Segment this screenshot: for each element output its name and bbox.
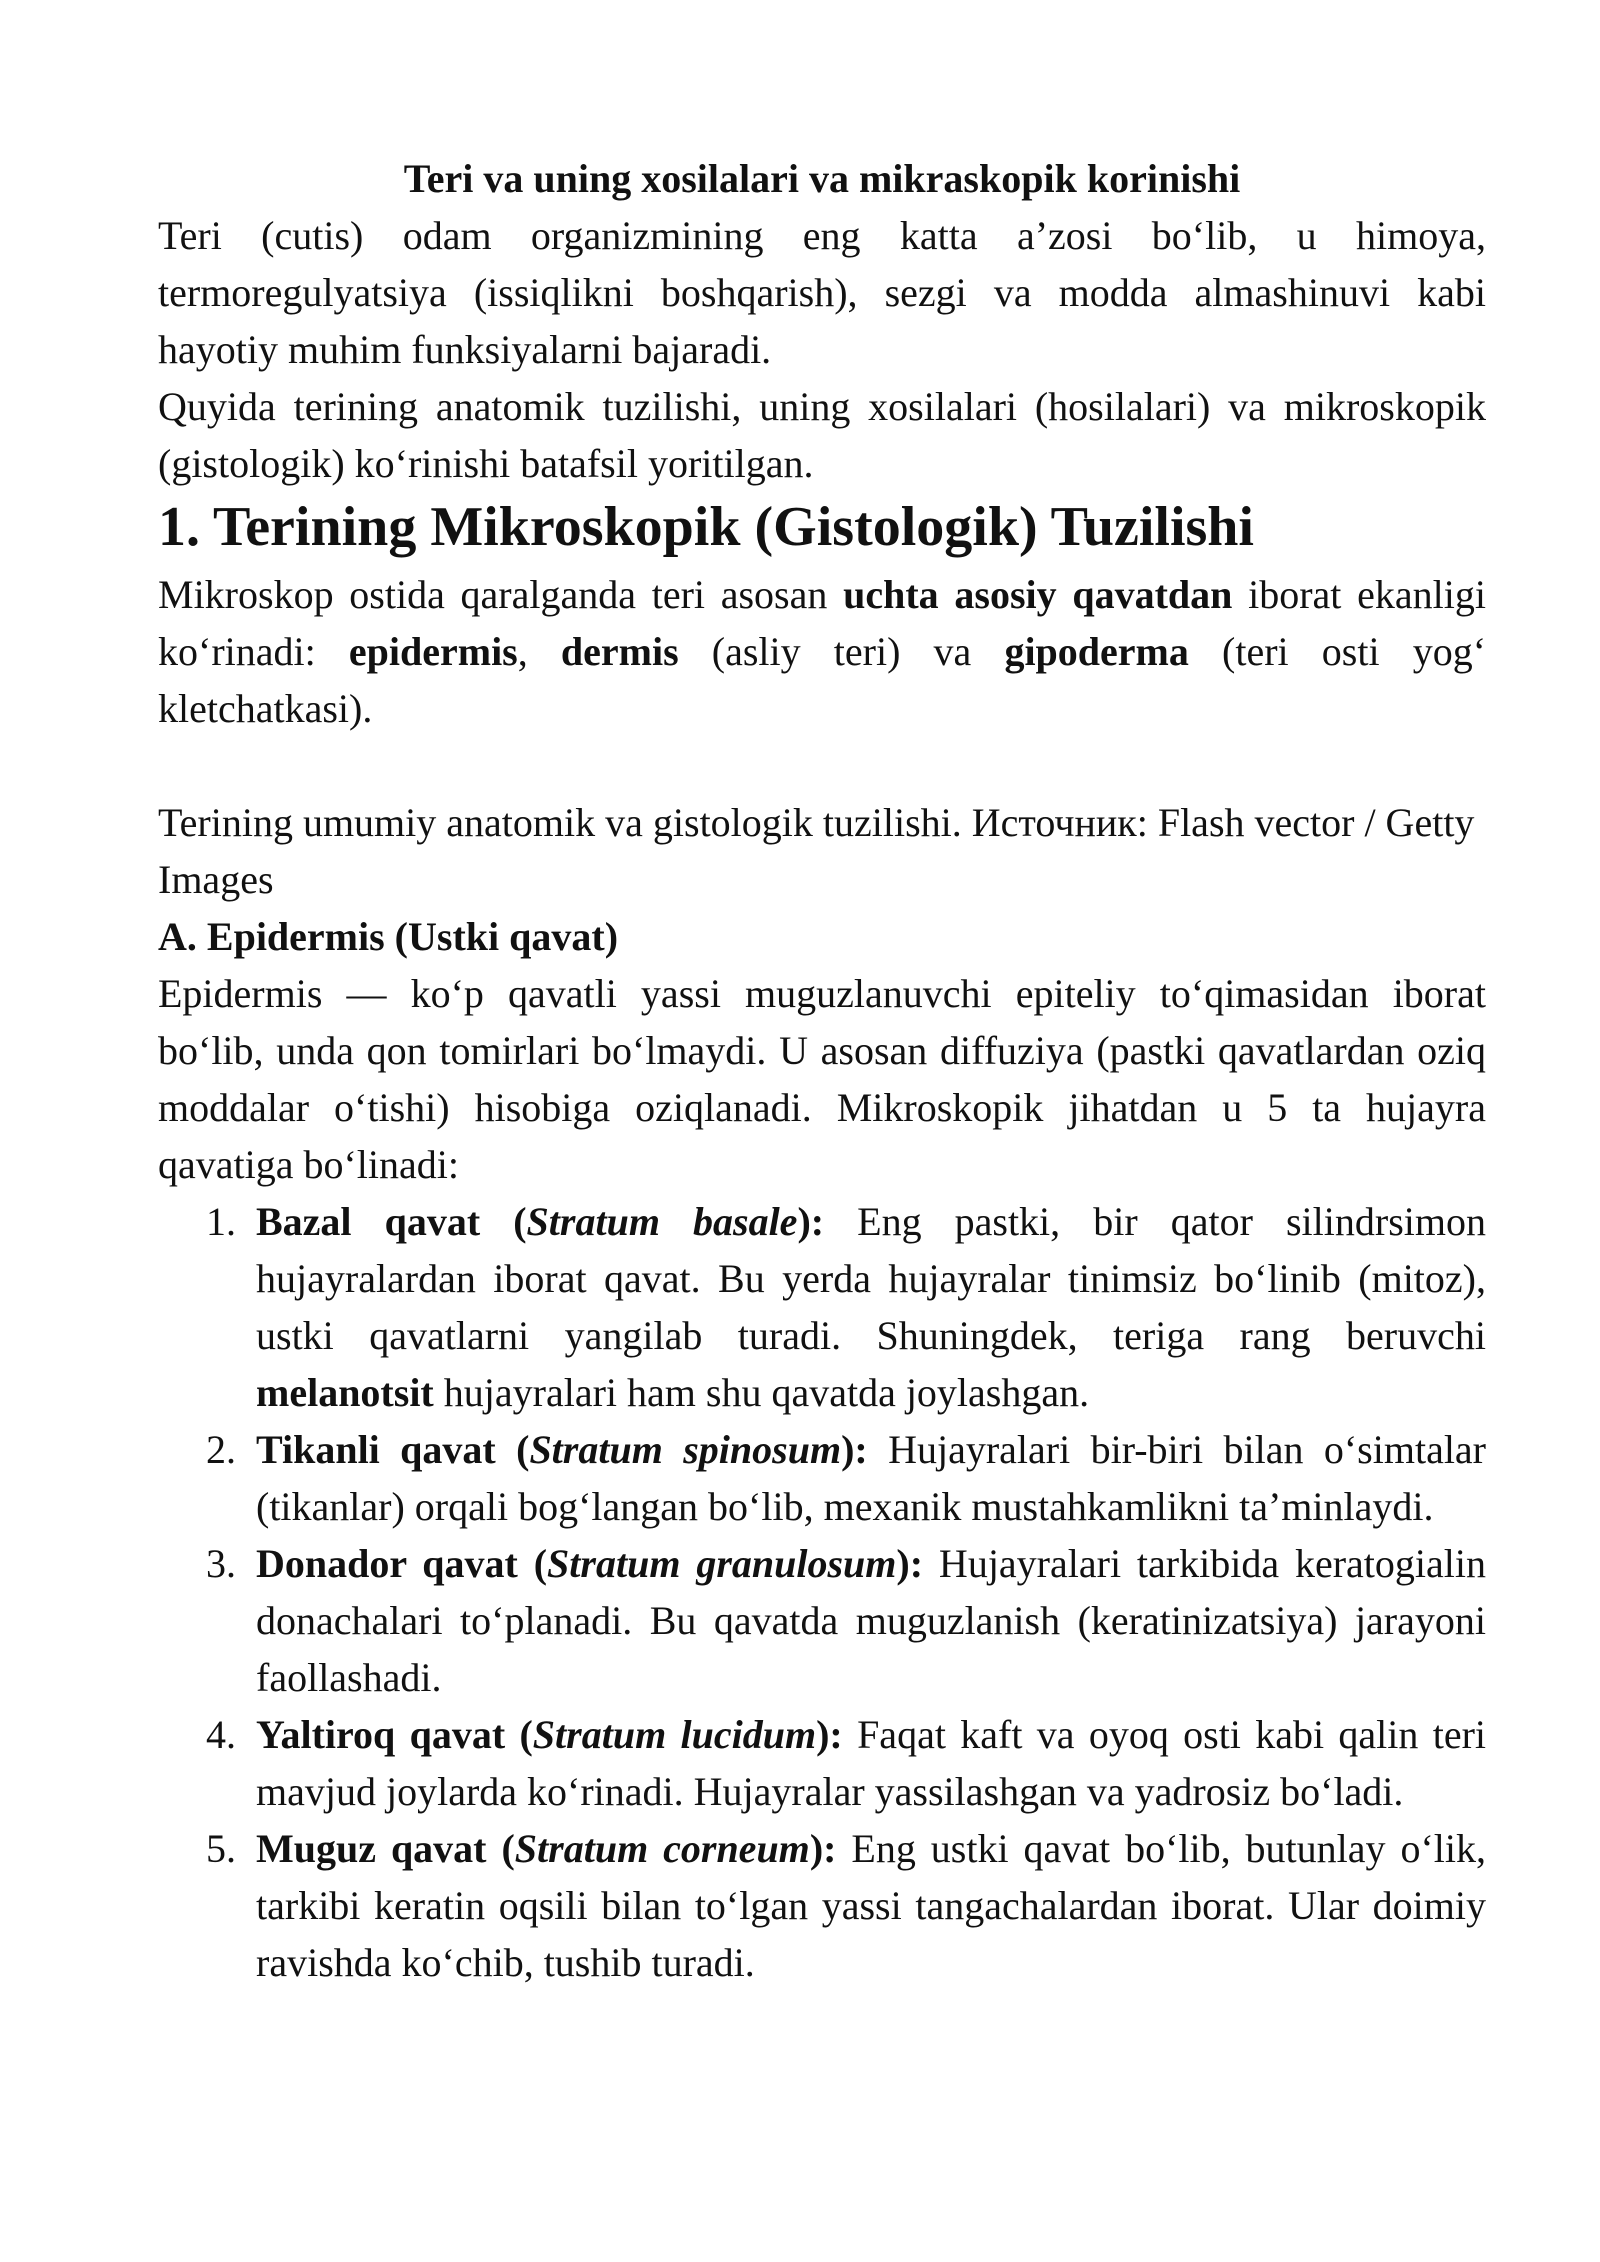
section-1-bold-epidermis: epidermis xyxy=(348,629,518,674)
layer-latin-name: Stratum spinosum xyxy=(529,1427,842,1472)
subsection-a-heading: A. Epidermis (Ustki qavat) xyxy=(158,914,619,959)
epidermis-layers-list xyxy=(158,1193,1486,1991)
intro-paragraph-1: Teri (cutis) odam organizmining eng katta a’zosi bo‘lib, u himoya, termoregulyatsiya (issiqlikni boshqarish), sezgi va modda almashinuvi kabi hayotiy muhim funksiyalarni bajaradi. xyxy=(158,213,1486,372)
layer-bold-term: melanotsit xyxy=(256,1370,434,1415)
layer-name: Donador qavat ( xyxy=(256,1541,548,1586)
layer-name: Bazal qavat ( xyxy=(256,1199,527,1244)
layer-latin-name: Stratum basale xyxy=(526,1199,798,1244)
section-1-text-g: (asliy teri) va xyxy=(678,629,1005,674)
section-1-paragraph xyxy=(158,566,1486,737)
layer-description: Eng ustki qavat bo‘lib, butunlay o‘lik, tarkibi keratin oqsili bilan to‘lgan yassi tangachalardan iborat. Ular doimiy ravishda ko‘chib, tushib turadi. xyxy=(256,1826,1487,1985)
list-item-yaltiroq xyxy=(158,1706,1486,1820)
document-page xyxy=(158,150,1486,1991)
layer-name-close: ): xyxy=(816,1712,843,1757)
layer-description: Eng pastki, bir qator silindrsimon hujayralardan iborat qavat. Bu yerda hujayralar tinimsiz bo‘linib (mitoz), ustki qavatlarni yangilab turadi. Shuningdek, teriga rang beruvchi xyxy=(256,1199,1486,1358)
list-number: 2. xyxy=(206,1427,236,1472)
layer-name: Muguz qavat ( xyxy=(256,1826,515,1871)
intro-paragraph-2: Quyida terining anatomik tuzilishi, uning xosilalari (hosilalari) va mikroskopik (gistologik) ko‘rinishi batafsil yoritilgan. xyxy=(158,384,1486,486)
blank-line xyxy=(158,737,1486,794)
list-item-muguz xyxy=(158,1820,1486,1991)
section-1-bold-gipoderma: gipoderma xyxy=(1004,629,1189,674)
list-item-bazal xyxy=(158,1193,1486,1421)
layer-name-close: ): xyxy=(809,1826,837,1871)
layer-description: Faqat kaft va oyoq osti kabi qalin teri mavjud joylarda ko‘rinadi. Hujayralar yassilashgan va yadrosiz bo‘ladi. xyxy=(256,1712,1487,1814)
list-number: 3. xyxy=(206,1541,236,1586)
section-1-text-e: , xyxy=(517,629,561,674)
layer-description-end: hujayralari ham shu qavatda joylashgan. xyxy=(433,1370,1090,1415)
section-1-bold-three-layers: uchta asosiy qavatdan xyxy=(843,572,1233,617)
list-number: 5. xyxy=(206,1826,236,1871)
list-number: 4. xyxy=(206,1712,236,1757)
subsection-a-paragraph: Epidermis — ko‘p qavatli yassi muguzlanuvchi epiteliy to‘qimasidan iborat bo‘lib, unda qon tomirlari bo‘lmaydi. U asosan diffuziya (pastki qavatlardan oziq moddalar o‘tishi) hisobiga oziqlanadi. Mikroskopik jihatdan u 5 ta hujayra qavatiga bo‘linadi: xyxy=(158,971,1486,1187)
layer-latin-name: Stratum corneum xyxy=(514,1826,810,1871)
list-item-tikanli xyxy=(158,1421,1486,1535)
list-number: 1. xyxy=(206,1199,236,1244)
section-1-text-i: (teri osti yog‘ kletchatkasi). xyxy=(158,629,1487,731)
section-1-text-a: Mikroskop ostida qaralganda teri asosan xyxy=(158,572,844,617)
layer-description: Hujayralari tarkibida keratogialin donachalari to‘planadi. Bu qavatda muguzlanish (keratinizatsiya) jarayoni faollashadi. xyxy=(256,1541,1487,1700)
section-1-heading: 1. Terining Mikroskopik (Gistologik) Tuzilishi xyxy=(158,496,1254,558)
section-1-bold-dermis: dermis xyxy=(560,629,679,674)
layer-name-close: ): xyxy=(896,1541,924,1586)
layer-description: Hujayralari bir-biri bilan o‘simtalar (tikanlar) orqali bog‘langan bo‘lib, mexanik mustahkamlikni ta’minlaydi. xyxy=(256,1427,1487,1529)
layer-name-close: ): xyxy=(841,1427,868,1472)
layer-latin-name: Stratum lucidum xyxy=(532,1712,817,1757)
section-1-text-c: iborat ekanligi ko‘rinadi: xyxy=(158,572,1486,674)
layer-latin-name: Stratum granulosum xyxy=(547,1541,897,1586)
layer-name: Tikanli qavat ( xyxy=(256,1427,530,1472)
layer-name: Yaltiroq qavat ( xyxy=(256,1712,533,1757)
layer-name-close: ): xyxy=(797,1199,825,1244)
list-item-donador xyxy=(158,1535,1486,1706)
figure-caption: Terining umumiy anatomik va gistologik tuzilishi. Источник: Flash vector / Getty Images xyxy=(158,800,1475,902)
document-title: Teri va uning xosilalari va mikraskopik korinishi xyxy=(403,156,1241,201)
